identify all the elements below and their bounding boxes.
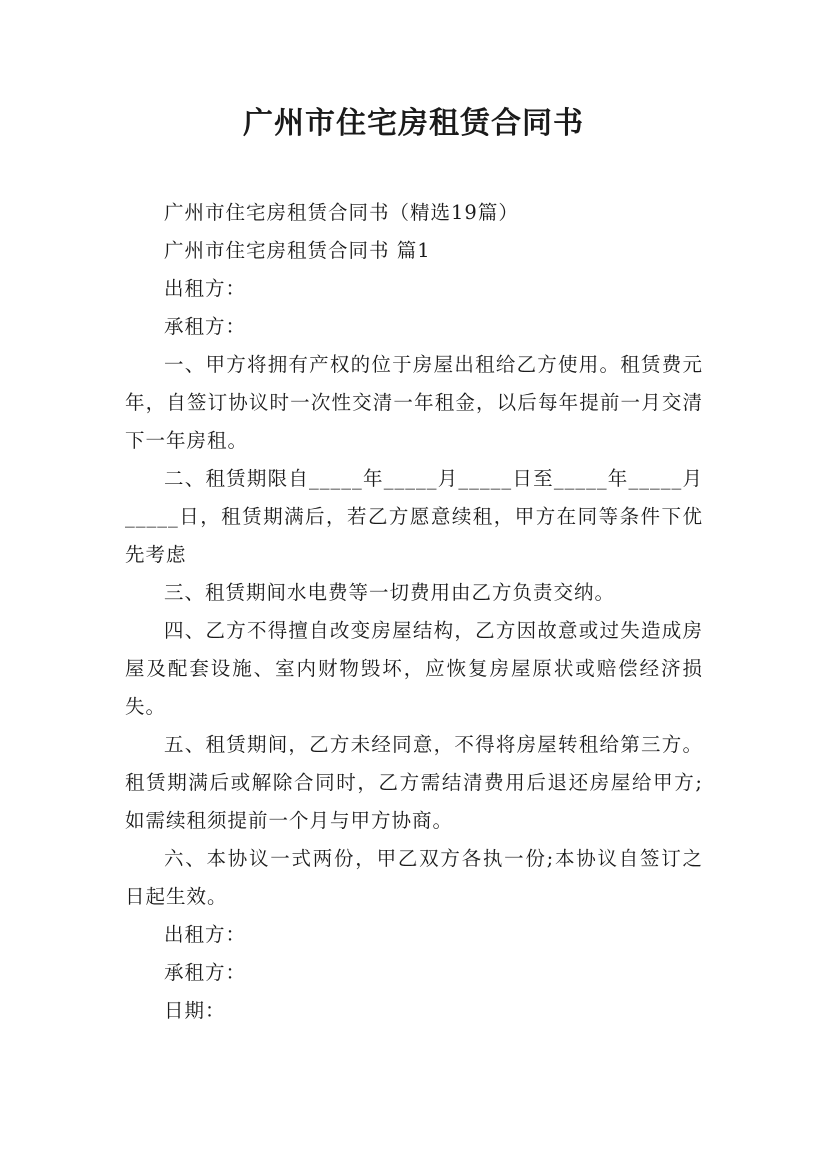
document-title: 广州市住宅房租赁合同书 (243, 106, 584, 141)
paragraph-subtitle: 广州市住宅房租赁合同书（精选19篇） (164, 201, 519, 224)
paragraph-signature-lessor: 出租方： (164, 923, 247, 946)
paragraph-lessee: 承租方： (164, 315, 247, 338)
paragraph-clause-3: 三、租赁期间水电费等一切费用由乙方负责交纳。 (164, 581, 616, 604)
paragraph-section-heading: 广州市住宅房租赁合同书 篇1 (164, 239, 431, 262)
paragraph-signature-date: 日期： (164, 999, 226, 1022)
paragraph-clause-4: 四、乙方不得擅自改变房屋结构，乙方因故意或过失造成房屋及配套设施、室内财物毁坏，应恢复房屋原状或赔偿经济损失。 (125, 619, 703, 718)
paragraph-signature-lessee: 承租方： (164, 961, 247, 984)
paragraph-lessor: 出租方： (164, 277, 247, 300)
paragraph-clause-5: 五、租赁期间，乙方未经同意，不得将房屋转租给第三方。租赁期满后或解除合同时，乙方需结清费用后退还房屋给甲方;如需续租须提前一个月与甲方协商。 (125, 733, 703, 832)
paragraph-clause-1: 一、甲方将拥有产权的位于房屋出租给乙方使用。租赁费元年，自签订协议时一次性交清一年租金，以后每年提前一月交清下一年房租。 (125, 353, 703, 452)
paragraph-clause-6: 六、本协议一式两份，甲乙双方各执一份;本协议自签订之日起生效。 (125, 847, 703, 908)
paragraph-clause-2: 二、租赁期限自_____年_____月_____日至_____年_____月_____日，租赁期满后，若乙方愿意续租，甲方在同等条件下优先考虑 (125, 467, 703, 566)
document-body (125, 194, 703, 1030)
